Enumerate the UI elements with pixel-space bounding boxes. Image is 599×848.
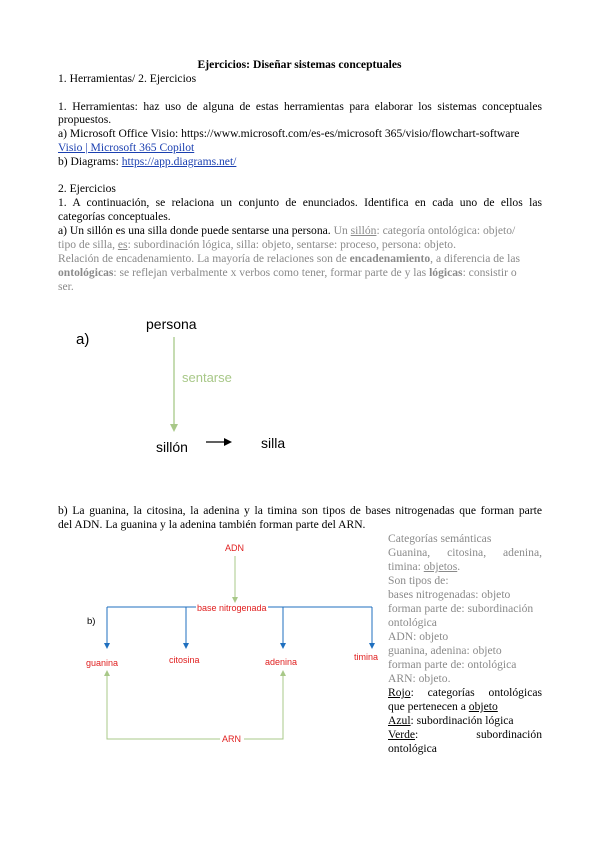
note-a3: Relación de encadenamiento. La mayoría de relaciones son de encadenamiento, a diferencia de las	[58, 252, 520, 265]
diagram-b-arn: ARN	[222, 734, 242, 744]
side-note-1: Categorías semánticas	[388, 532, 492, 545]
side-note-15: Verde: subordinación	[388, 728, 542, 741]
exercises-intro-line2: categorías conceptuales.	[58, 210, 171, 223]
diagram-a-sillon: sillón	[156, 439, 188, 455]
diagram-b-citosina: citosina	[169, 655, 200, 665]
side-note-7: ontológica	[388, 616, 437, 629]
page-title: Ejercicios: Diseñar sistemas conceptuales	[197, 58, 402, 71]
diagram-b-guanina: guanina	[86, 658, 119, 668]
exercises-intro-line1: 1. A continuación, se relaciona un conjunto de enunciados. Identifica en cada uno de ellos las	[58, 196, 542, 209]
diagram-b-arn-adenina-arrowhead	[280, 670, 286, 676]
note-a4: ontológicas: se reflejan verbalmente x verbos como tener, formar parte de y las lógicas: consistir o	[58, 266, 517, 279]
diagram-b-adenina-arrowhead	[280, 643, 286, 649]
side-note-2: Guanina, citosina, adenina,	[388, 546, 542, 559]
side-note-14: Azul: subordinación lógica	[388, 714, 514, 727]
note-a1: Un sillón: categoría ontológica: objeto/	[330, 224, 516, 237]
side-note-9: guanina, adenina: objeto	[388, 644, 502, 657]
diagram-b-guanina-arrowhead	[104, 643, 110, 649]
note-a5: ser.	[58, 280, 74, 293]
diagram-b-adn: ADN	[225, 543, 245, 553]
statement-b-line1: b) La guanina, la citosina, la adenina y la timina son tipos de bases nitrogenadas que forman parte	[58, 504, 542, 517]
diagram-b-base: base nitrogenada	[197, 603, 267, 613]
side-note-12: Rojo: categorías ontológicas	[388, 686, 542, 699]
diagram-b-arn-guanina-arrowhead	[104, 670, 110, 676]
side-note-4: Son tipos de:	[388, 574, 449, 587]
note-a2: tipo de silla, es: subordinación lógica, silla: objeto, sentarse: proceso, persona: objeto.	[58, 238, 456, 251]
diagram-b-arn-frame	[107, 675, 220, 739]
subtitle: 1. Herramientas/ 2. Ejercicios	[58, 72, 197, 85]
side-note-13: que pertenecen a objeto	[388, 700, 498, 713]
diagram-a-sentarse: sentarse	[182, 370, 232, 385]
diagram-b-label: b)	[87, 616, 96, 627]
tools-intro-line2: propuestos.	[58, 113, 112, 126]
side-note-11: ARN: objeto.	[388, 672, 451, 685]
side-note-5: bases nitrogenadas: objeto	[388, 588, 511, 601]
side-note-10: forman parte de: ontológica	[388, 658, 517, 671]
visio-text: a) Microsoft Office Visio: https://www.microsoft.com/es-es/microsoft 365/visio/flowchart-software	[58, 127, 520, 140]
side-note-8: ADN: objeto	[388, 630, 449, 643]
diagram-b-timina: timina	[354, 652, 379, 662]
diagram-a-green-arrowhead	[170, 424, 178, 432]
diagram-b-citosina-arrowhead	[183, 643, 189, 649]
statement-a: a) Un sillón es una silla donde puede sentarse una persona.	[58, 224, 331, 237]
diagram-b-adenina: adenina	[265, 657, 298, 667]
diagram-a-black-arrowhead	[224, 438, 232, 446]
exercises-heading: 2. Ejercicios	[58, 182, 116, 195]
visio-link[interactable]: Visio | Microsoft 365 Copilot	[58, 141, 195, 154]
diagram-a-silla: silla	[261, 435, 286, 451]
diagrams-prefix: b) Diagrams:	[58, 155, 122, 168]
diagram-b-timina-arrowhead	[369, 643, 375, 649]
diagrams-link[interactable]: https://app.diagrams.net/	[121, 155, 237, 168]
diagram-a-label: a)	[76, 331, 90, 348]
side-note-3: timina: objetos.	[388, 560, 461, 573]
diagram-b-arn-frame-right	[244, 675, 283, 739]
side-note-6: forman parte de: subordinación	[388, 602, 534, 615]
side-note-16: ontológica	[388, 742, 437, 755]
tools-intro-line1: 1. Herramientas: haz uso de alguna de estas herramientas para elaborar los sistemas conceptuales	[58, 100, 542, 113]
diagram-a-persona: persona	[146, 316, 197, 332]
statement-b-line2: del ADN. La guanina y la adenina también forman parte del ARN.	[58, 518, 366, 531]
